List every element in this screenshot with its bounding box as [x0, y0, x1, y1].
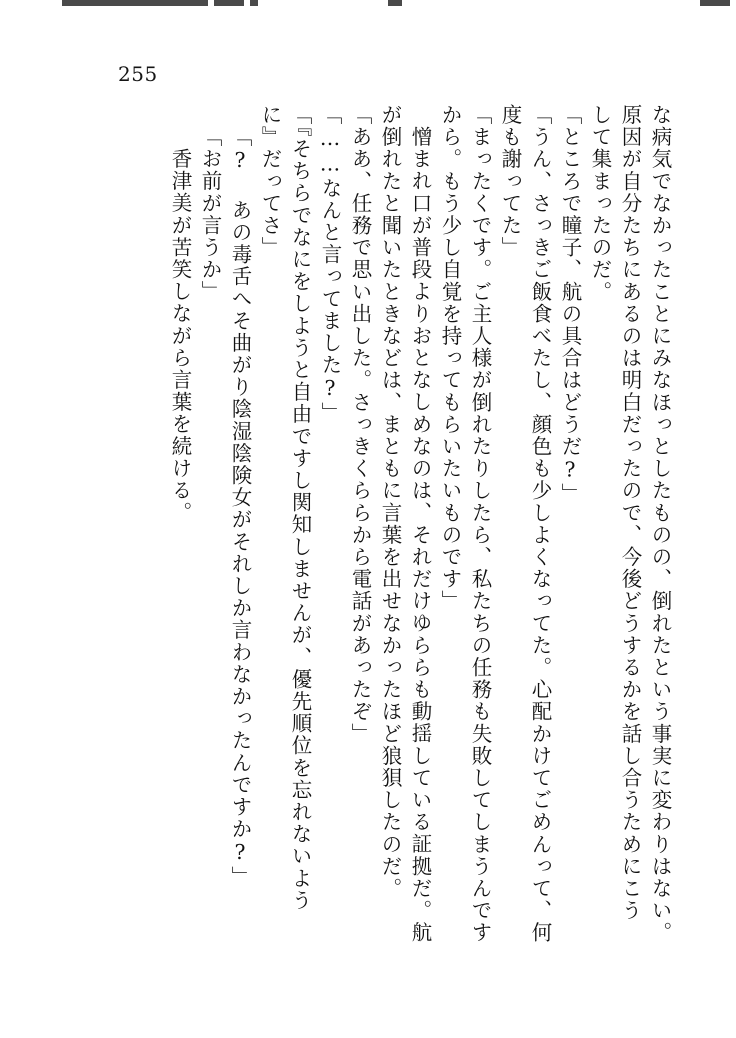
- text-column: 「うん、さっきご飯食べたし、顔色も少しよくなってた。心配かけてごめんって、何: [528, 104, 552, 944]
- page-number: 255: [118, 62, 158, 86]
- text-column: 憎まれ口が普段よりおとなしめなのは、それだけゆららも動揺している証拠だ。航: [408, 126, 432, 944]
- text-column: 「まったくです。ご主人様が倒れたりしたら、私たちの任務も失敗してしまうんです: [468, 104, 492, 944]
- text-column: から。もう少し自覚を持ってもらいたいものです」: [438, 104, 462, 613]
- text-column: 「『そちらでなにをしようと自由ですし関知しませんが、優先順位を忘れないよう: [288, 104, 312, 912]
- text-column: 香津美が苦笑しながら言葉を続ける。: [168, 148, 192, 524]
- text-column: 「……なんと言ってました?」: [318, 104, 342, 424]
- text-column: して集まったのだ。: [588, 104, 612, 303]
- text-column: 度も謝ってた」: [498, 104, 522, 259]
- text-column: 「ああ、任務で思い出した。さっきくららから電話があったぞ」: [348, 104, 372, 745]
- text-column: 原因が自分たちにあるのは明白だったので、今後どうするかを話し合うためにこう: [618, 104, 642, 922]
- vertical-text-body: [70, 104, 670, 1004]
- text-column: な病気でなかったことにみなほっとしたものの、倒れたという事実に変わりはない。: [648, 104, 672, 944]
- text-column: が倒れたと聞いたときなどは、まともに言葉を出せなかったほど狼狽したのだ。: [378, 104, 402, 900]
- text-column: に』だってさ」: [258, 104, 282, 259]
- text-column: 「? あの毒舌へそ曲がり陰湿陰険女がそれしか言わなかったんですか?」: [228, 126, 252, 888]
- text-column: 「お前が言うか」: [198, 126, 222, 303]
- text-column: 「ところで瞳子、航の具合はどうだ?」: [558, 104, 582, 506]
